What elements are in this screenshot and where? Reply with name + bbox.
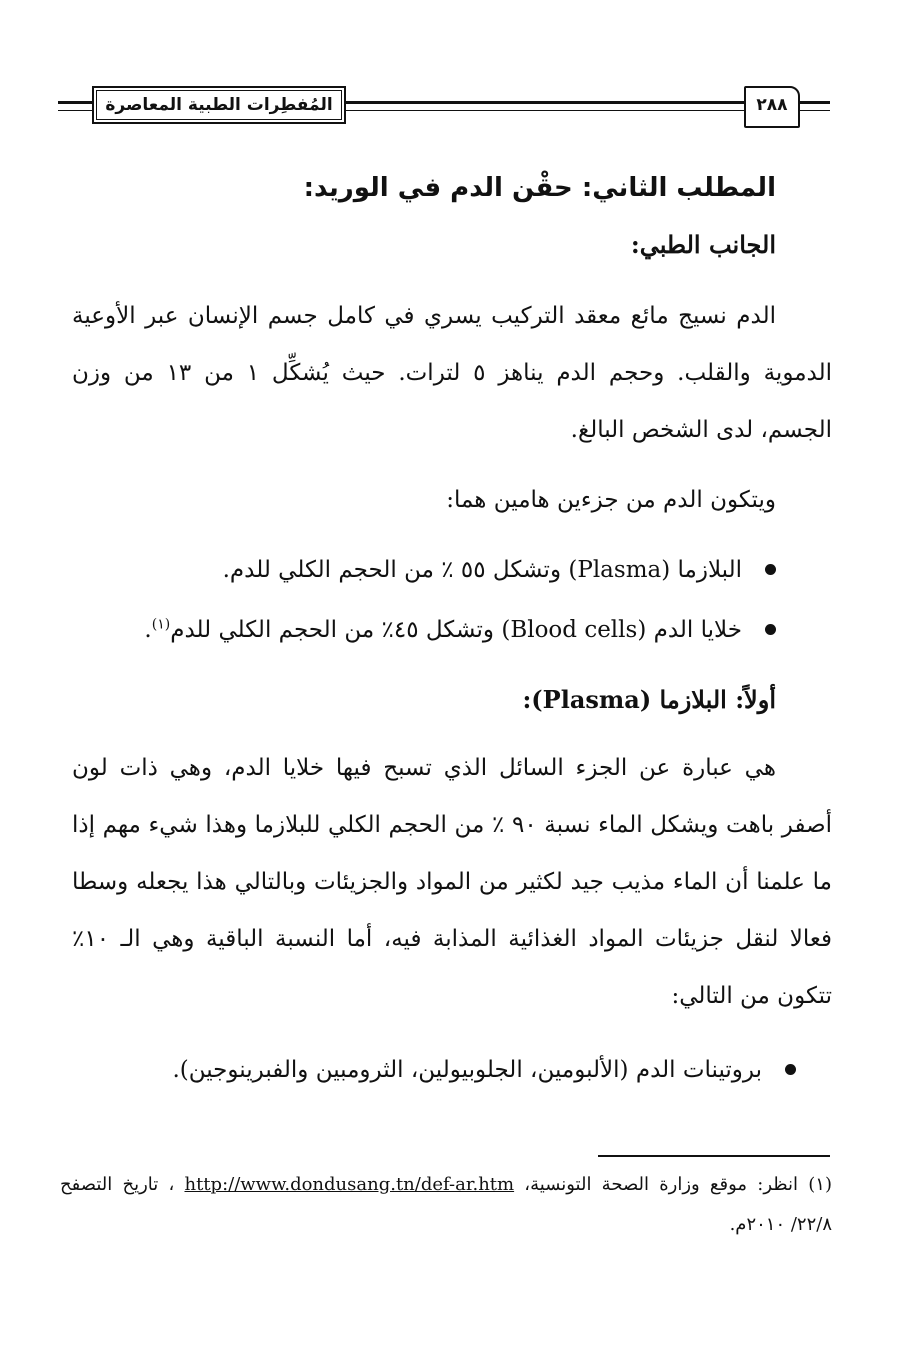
bullet-text: بروتينات الدم (الألبومين، الجلوبيولين، الثرومبين والفبرينوجين). <box>172 1057 762 1083</box>
bullet-icon <box>765 624 776 635</box>
footnote-reference[interactable]: (١) <box>151 616 171 633</box>
book-title: المُفطِرات الطبية المعاصرة <box>92 86 346 124</box>
plasma-heading-before: أولاً: البلازما ( <box>639 685 776 714</box>
footnote <box>60 1165 832 1245</box>
paragraph-plasma-description: هي عبارة عن الجزء السائل الذي تسبح فيها خلايا الدم، وهي ذات لون أصفر باهت ويشكل الماء نسبة ٩٠ ٪ من الحجم الكلي للبلازما وهذا شيء مهم إذا ما علمنا أن الماء مذيب جيد لكثير من المواد والجزيئات وبالتالي هذا يجعله وسطا فعالا لنقل جزيئات المواد الغذائية المذابة فيه، أما النسبة الباقية وهي الـ ١٠٪ تتكون من التالي: <box>72 755 832 1009</box>
footnote-separator <box>598 1155 830 1157</box>
section-heading: المطلب الثاني: حقْن الدم في الوريد: <box>303 173 776 203</box>
header-rule-middle <box>344 101 744 111</box>
bullet-text-before: البلازما ( <box>661 557 742 583</box>
bullet-latin-term: Blood cells <box>510 617 638 643</box>
footnote-link[interactable]: http://www.dondusang.tn/def-ar.htm <box>184 1174 515 1195</box>
list-item <box>76 600 776 660</box>
header-rule-right <box>798 101 830 111</box>
plasma-heading-after: ): <box>522 685 543 714</box>
paragraph-blood-components: ويتكون الدم من جزءين هامين هما: <box>446 487 776 513</box>
medical-aspect-heading: الجانب الطبي: <box>630 230 776 259</box>
plasma-components-list <box>96 1040 796 1100</box>
list-item <box>76 540 776 600</box>
page-number: ٢٨٨ <box>744 86 800 128</box>
footnote-text-after: ، تاريخ التصفح ٢٢/٨/ ٢٠١٠م. <box>60 1174 832 1235</box>
bullet-latin-term: Plasma <box>577 557 662 583</box>
plasma-heading <box>126 680 776 720</box>
footnote-marker: (١) <box>808 1174 832 1195</box>
footnote-text-before: انظر: موقع وزارة الصحة التونسية، <box>524 1174 799 1195</box>
bullet-text-after: ) وتشكل ٥٥ ٪ من الحجم الكلي للدم. <box>222 557 578 583</box>
bullet-text-before: خلايا الدم ( <box>637 617 742 643</box>
blood-components-list <box>76 540 776 660</box>
bullet-text-after: ) وتشكل ٤٥٪ من الحجم الكلي للدم <box>170 617 511 643</box>
header-rule-left <box>58 101 92 111</box>
page-header <box>58 86 830 126</box>
bullet-icon <box>765 564 776 575</box>
plasma-heading-latin: Plasma <box>542 685 640 714</box>
bullet-text-end: . <box>144 617 152 643</box>
list-item <box>96 1040 796 1100</box>
bullet-icon <box>785 1064 796 1075</box>
paragraph-blood-definition: الدم نسيج مائع معقد التركيب يسري في كامل جسم الإنسان عبر الأوعية الدموية والقلب. وحجم الدم يناهز ٥ لترات. حيث يُشكِّل ١ من ١٣ من وزن الجسم، لدى الشخص البالغ. <box>72 303 833 443</box>
